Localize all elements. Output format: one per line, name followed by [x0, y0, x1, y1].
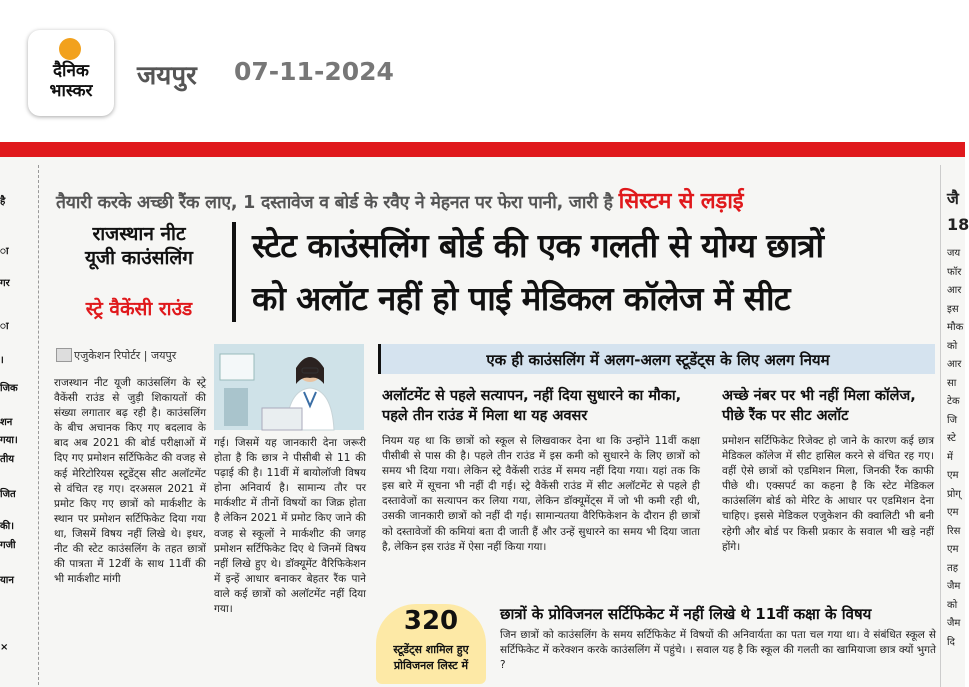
- right-fragment: प्रोग्: [947, 488, 961, 500]
- accent-bar: [0, 142, 965, 157]
- article-column-1: राजस्थान नीट यूजी काउंसलिंग के स्ट्रे वैकेंसी राउंड से जुड़ी शिकायतों की संख्या लगातार बढ़ रही है। काउंसलिंग के बीच अचानक किए गए बदलाव के बाद अब 2021 की बोर्ड परीक्षाओं में दिए गए प्रमोशन सर्टिफिकेट की वजह से कई मेरिटोरियस स्टूडेंट्स सीट अलॉटमेंट से वंचित रह गए। दरअसल 2021 में प्रमोट किए गए छात्रों को मार्कशीट के स्थान पर प्रमोशन सर्टिफिकेट दिया गया था, जिसमें विषय नहीं लिखे थे। इधर, नीट की स्टेट काउंसलिंग के तहत छात्रों की पात्रता में 12वीं के साथ 11वीं की भी मार्कशीट मांगी: [54, 377, 206, 586]
- right-fragment: रिस: [947, 525, 961, 537]
- left-fragment: ×: [0, 642, 9, 653]
- right-fragment: एम: [947, 507, 959, 518]
- box-heading: [378, 344, 935, 374]
- section-label: [56, 222, 222, 270]
- left-fragment: ा: [0, 246, 9, 257]
- left-fragment: ा: [0, 321, 9, 332]
- headline-rule: [232, 222, 236, 322]
- subhead-verification: अलॉटमेंट से पहले सत्यापन, नहीं दिया सुधारने का मौका, पहले तीन राउंड में मिला था यह अवसर: [382, 388, 682, 424]
- left-fragment: की।: [0, 521, 15, 532]
- left-fragment: है: [0, 196, 6, 207]
- section-round-label: स्ट्रे वैकेंसी राउंड: [85, 298, 193, 320]
- left-fragment: जिक: [0, 383, 18, 394]
- sun-icon: [59, 38, 81, 60]
- headline-line-2: को अलॉट नहीं हो पाई मेडिकल कॉलेज में सीट: [252, 279, 790, 318]
- right-fragment: जै: [947, 189, 959, 208]
- stat-number: 320: [403, 606, 459, 636]
- byline-icon: [56, 348, 72, 362]
- left-fragment: यान: [0, 575, 14, 586]
- right-fragment: तह: [947, 562, 959, 574]
- right-fragment: जैम: [947, 581, 961, 592]
- right-fragment: आर: [947, 285, 962, 296]
- logo-line-1: दैनिक: [53, 61, 89, 81]
- article-column-5: जिन छात्रों को काउंसलिंग के समय सर्टिफिकेट में विषयों की अनिवार्यता का पता चल गया था। वे संबंधित स्कूल से सर्टिफिकेट में करेक्शन करके काउंसलिंग में पहुंचे। । सवाल यह है कि स्कूल की गलती का खामियाजा छात्र क्यों भुगते ?: [500, 629, 936, 672]
- right-fragment: जैम: [947, 618, 961, 629]
- left-fragment: शन: [0, 417, 13, 428]
- right-fragment: 18: [947, 215, 969, 234]
- byline: एजुकेशन रिपोर्टर | जयपुर: [74, 349, 177, 362]
- right-fragment: इस: [947, 303, 959, 315]
- section-line-1: राजस्थान नीट: [92, 223, 186, 245]
- right-fragment: को: [947, 340, 958, 352]
- article-column-4: प्रमोशन सर्टिफिकेट रिजेक्ट हो जाने के कारण कई छात्र मेडिकल कॉलेज में सीट हासिल करने से वंचित रह गए। वहीं ऐसे छात्रों को एडमिशन मिला, जिनकी रैंक काफी पीछे थी। एक्सपर्ट का कहना है कि स्टेट मेडिकल काउंसलिंग बोर्ड को मेरिट के आधार पर एडमिशन देना चाहिए। इससे मेडिकल एजुकेशन की क्वालिटी भी बनी रहेगी और बोर्ड पर किसी प्रकार के सवाल भी खड़े नहीं होंगे।: [722, 435, 934, 553]
- subhead-rank: अच्छे नंबर पर भी नहीं मिला कॉलेज, पीछे रैंक पर सीट अलॉट: [722, 388, 916, 424]
- right-fragment: मौक: [947, 322, 964, 333]
- right-fragment: एम: [947, 470, 959, 481]
- right-fragment: सा: [947, 377, 957, 389]
- right-fragment: आर: [947, 359, 962, 370]
- right-fragment: टेक: [947, 396, 960, 407]
- right-fragment: को: [947, 599, 958, 611]
- kicker: [56, 185, 743, 215]
- article-column-3: नियम यह था कि छात्रों को स्कूल से लिखवाकर देना था कि उन्होंने 11वीं कक्षा पीसीबी से पास की है। पहले तीन राउंड में इस कमी को सुधारने के लिए छात्रों को समय भी दिया गया। लेकिन स्ट्रे वैकेंसी राउंड में समय नहीं दिया गया। यहां तक कि इस बारे में सूचना भी नहीं दी गई। स्ट्रे वैकेंसी राउंड में सीट अलॉटमेंट से पहले ही दस्तावेजों का सत्यापन कर लिया गया, लेकिन डॉक्यूमेंट्स में जो भी कमी रही थी, उसकी जानकारी छात्रों को नहीं दी गई। सामान्यतया वैरिफिकेशन के दौरान ही छात्रों को दस्तावेजों की कमियां बता दी जाती हैं और उन्हें सुधारने का समय भी दिया जाता है, लेकिन इस राउंड में ऐसा नहीं किया गया।: [382, 435, 700, 553]
- right-fragment: स्टे: [947, 433, 956, 444]
- edition-city: जयपुर: [137, 61, 197, 91]
- doctor-illustration: [214, 344, 364, 430]
- left-fragment: गर: [0, 278, 10, 289]
- stat-box: [376, 604, 486, 684]
- right-fragment: जि: [947, 414, 958, 426]
- left-fragment: तीय: [0, 454, 15, 465]
- left-fragment: गजी: [0, 540, 16, 551]
- right-fragment: एम: [947, 544, 959, 555]
- right-fragment: दि: [947, 636, 955, 648]
- right-fragment: फॉर: [947, 266, 962, 278]
- doctor-photo: [214, 344, 364, 430]
- kicker-text: तैयारी करके अच्छी रैंक लाए, 1 दस्तावेज व बोर्ड के रवैए ने मेहनत पर फेरा पानी, जारी है: [56, 193, 613, 213]
- logo-line-2: भास्कर: [49, 81, 93, 101]
- edition-date: 07-11-2024: [234, 57, 394, 86]
- site-header: [0, 0, 965, 142]
- kicker-highlight: सिस्टम से लड़ाई: [618, 189, 744, 214]
- left-fragment: ।: [0, 355, 4, 366]
- stat-caption: स्टूडेंट्स शामिल हुए प्रोविजनल लिस्ट में: [393, 643, 469, 672]
- headline-line-1: स्टेट काउंसलिंग बोर्ड की एक गलती से योग्य छात्रों: [252, 226, 824, 265]
- article-column-2: गई। जिसमें यह जानकारी देना जरूरी होता है कि छात्र ने पीसीबी से 11 की पढ़ाई की है। 11वीं में बायोलॉजी विषय होना अनिवार्य है। सामान्य तौर पर मार्कशीट में तीनों विषयों का जिक्र होता है लेकिन 2021 में प्रमोट किए जाने की वजह से स्कूलों ने मार्कशीट की जगह प्रमोशन सर्टिफिकेट दिए थे जिनमें विषय नहीं लिखे हुए थे। डॉक्यूमेंट वैरिफिकेशन में इन्हें आधार बनाकर बेहतर रैंक पाने वाले कई छात्रों को अलॉटमेंट नहीं दिया गया।: [214, 437, 366, 616]
- right-fragment: में: [947, 451, 953, 463]
- logo[interactable]: [28, 30, 114, 116]
- box-heading-text: एक ही काउंसलिंग में अलग-अलग स्टूडेंट्स के लिए अलग नियम: [486, 351, 830, 369]
- section-line-2: यूजी काउंसलिंग: [85, 247, 193, 269]
- right-column-fragments: [940, 165, 969, 687]
- right-fragment: जय: [947, 248, 961, 259]
- left-fragment: गया।: [0, 435, 18, 446]
- left-fragment: जित: [0, 489, 16, 500]
- subhead-provisional: छात्रों के प्रोविजनल सर्टिफिकेट में नहीं लिखे थे 11वीं कक्षा के विषय: [500, 605, 872, 623]
